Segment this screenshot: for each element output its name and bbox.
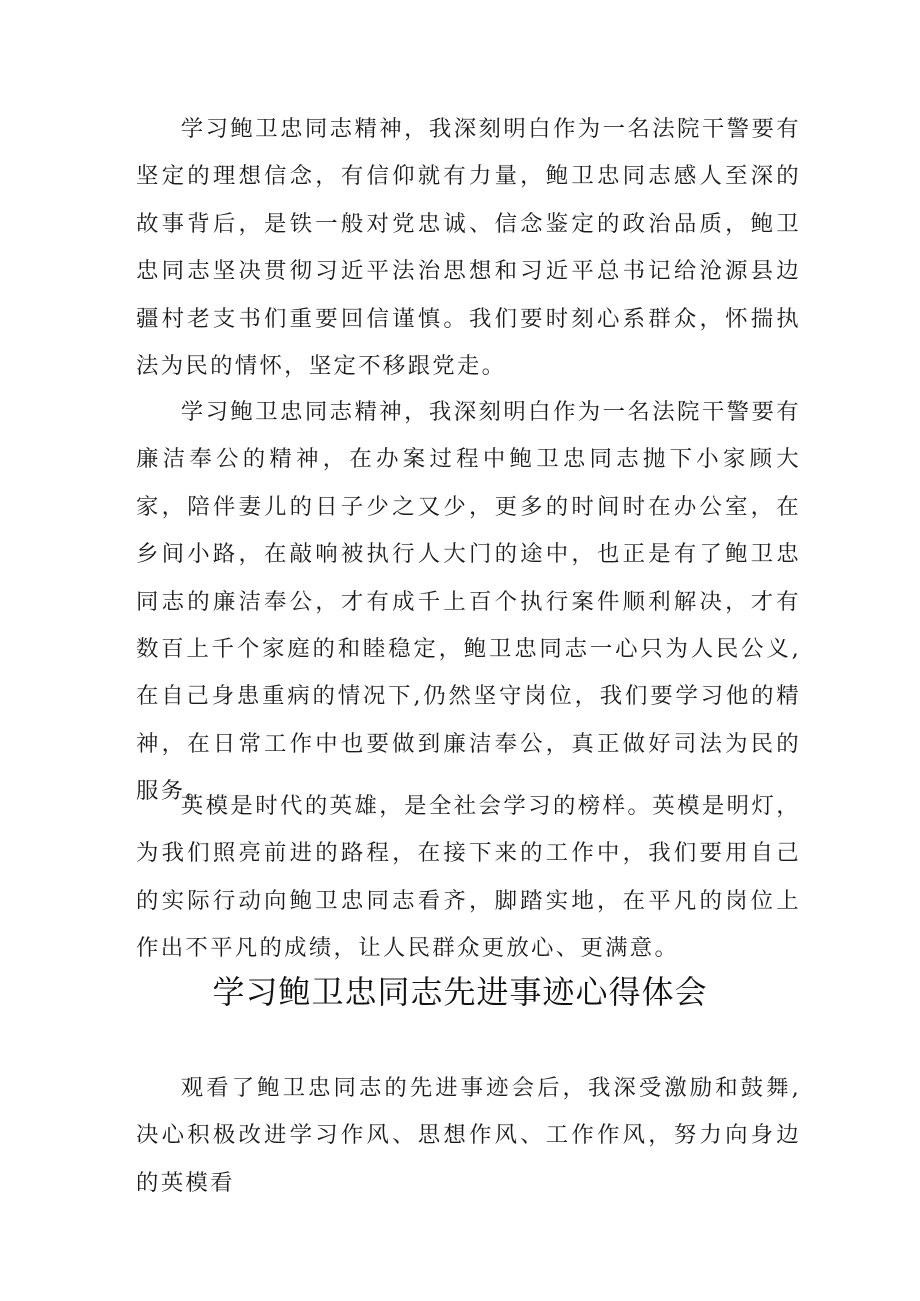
- body-paragraph: 英模是时代的英雄，是全社会学习的榜样。英模是明灯，为我们照亮前进的路程，在接下来的工作中，我们要用自己的实际行动向鲍卫忠同志看齐，脚踏实地，在平凡的岗位上作出不平凡的成绩，让人民群众更放心、更满意。: [136, 793, 801, 962]
- body-paragraph: 观看了鲍卫忠同志的先进事迹会后，我深受激励和鼓舞,决心积极改进学习作风、思想作风、工作作风，努力向身边的英模看: [136, 1075, 801, 1196]
- document-title: 学习鲍卫忠同志先进事迹心得体会: [212, 973, 708, 1011]
- body-paragraph: 学习鲍卫忠同志精神，我深刻明白作为一名法院干警要有坚定的理想信念，有信仰就有力量，鲍卫忠同志感人至深的故事背后，是铁一般对党忠诚、信念鉴定的政治品质，鲍卫忠同志坚决贯彻习近平法治思想和习近平总书记给沧源县边疆村老支书们重要回信谨慎。我们要时刻心系群众，怀揣执法为民的情怀，坚定不移跟党走。: [136, 116, 801, 380]
- body-paragraph: 学习鲍卫忠同志精神，我深刻明白作为一名法院干警要有廉洁奉公的精神，在办案过程中鲍卫忠同志抛下小家顾大家，陪伴妻儿的日子少之又少，更多的时间时在办公室，在乡间小路，在敲响被执行人大门的途中，也正是有了鲍卫忠同志的廉洁奉公，才有成千上百个执行案件顺利解决，才有数百上千个家庭的和睦稳定，鲍卫忠同志一心只为人民公义,在自己身患重病的情况下,仍然坚守岗位，我们要学习他的精神，在日常工作中也要做到廉洁奉公，真正做好司法为民的服务。: [136, 399, 801, 805]
